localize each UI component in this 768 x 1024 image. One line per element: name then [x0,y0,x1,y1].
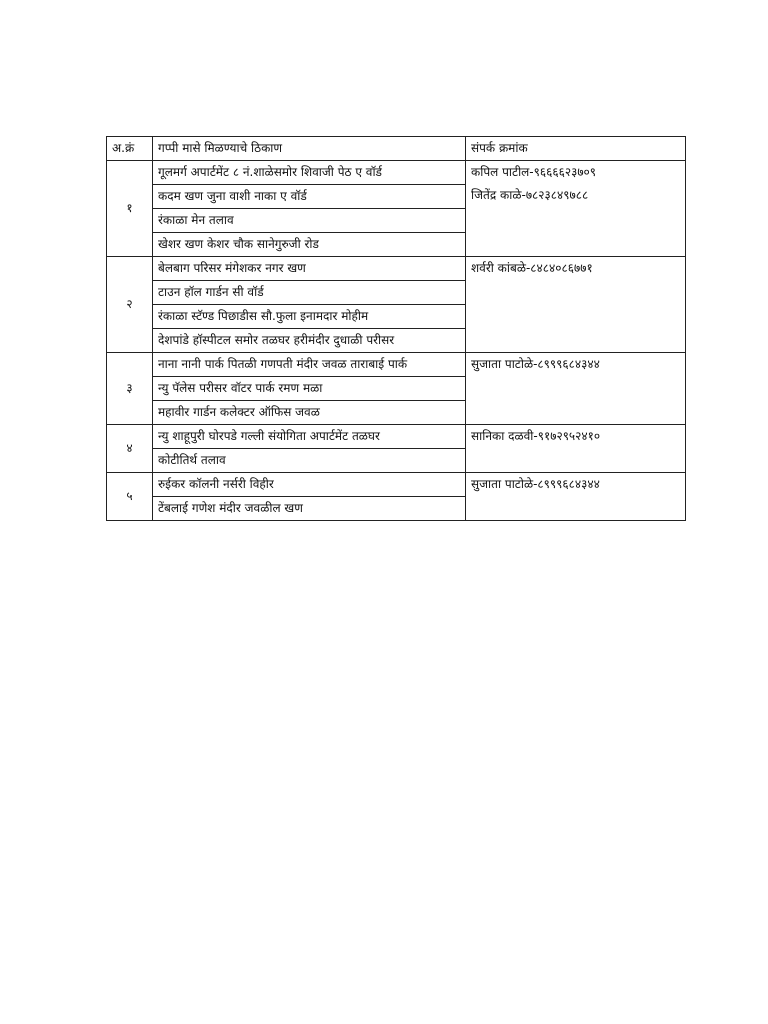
serial-number-cell: ५ [107,473,153,521]
table-row [107,473,686,497]
contact-entry: कपिल पाटील-९६६६६२३७०९ [471,165,597,179]
location-cell: रुईकर कॉलनी नर्सरी विहीर [153,473,466,497]
table-row [107,161,686,185]
contact-cell [466,425,686,473]
contact-entry: सुजाता पाटोळे-८९९९६८४३४४ [471,477,600,491]
location-cell: देशपांडे हॉस्पीटल समोर तळघर हरीमंदीर दुधाळी परीसर [153,329,466,353]
location-cell: रंकाळा मेन तलाव [153,209,466,233]
serial-number-cell: १ [107,161,153,257]
header-serial-number: अ.क्रं [107,137,153,161]
location-cell: महावीर गार्डन कलेक्टर ऑफिस जवळ [153,401,466,425]
contact-cell [466,473,686,521]
contact-entry: शर्वरी कांबळे-८४८४०८६७७१ [471,261,593,275]
location-cell: खेशर खण केशर चौक सानेगुरुजी रोड [153,233,466,257]
serial-number-cell: ३ [107,353,153,425]
table-row [107,257,686,281]
location-cell: रंकाळा स्टॅण्ड पिछाडीस सौ.फुला इनामदार मोहीम [153,305,466,329]
location-cell: बेलबाग परिसर मंगेशकर नगर खण [153,257,466,281]
guppy-fish-locations-table [106,136,686,521]
header-contact-number: संपर्क क्रमांक [466,137,686,161]
contact-entry: सुजाता पाटोळे-८९९९६८४३४४ [471,357,600,371]
location-cell: नाना नानी पार्क पितळी गणपती मंदीर जवळ ताराबाई पार्क [153,353,466,377]
table-row [107,353,686,377]
serial-number-cell: ४ [107,425,153,473]
contact-entry: जितेंद्र काळे-७८२३८४९७८८ [471,188,589,202]
header-location: गप्पी मासे मिळण्याचे ठिकाण [153,137,466,161]
contact-cell [466,257,686,353]
location-cell: न्यु पॅलेस परीसर वॉटर पार्क रमण मळा [153,377,466,401]
contact-entry: सानिका दळवी-९१७२९५२४१० [471,429,601,443]
table-row [107,425,686,449]
location-cell: टाउन हॉल गार्डन सी वॉर्ड [153,281,466,305]
contact-cell [466,161,686,257]
location-cell: गूलमर्ग अपार्टमेंट ८ नं.शाळेसमोर शिवाजी पेठ ए वॉर्ड [153,161,466,185]
serial-number-cell: २ [107,257,153,353]
location-cell: कोटीतिर्थ तलाव [153,449,466,473]
table-header-row [107,137,686,161]
location-cell: टेंबलाई गणेश मंदीर जवळील खण [153,497,466,521]
location-cell: कदम खण जुना वाशी नाका ए वॉर्ड [153,185,466,209]
contact-cell [466,353,686,425]
location-cell: न्यु शाहूपुरी घोरपडे गल्ली संयोगिता अपार्टमेंट तळघर [153,425,466,449]
